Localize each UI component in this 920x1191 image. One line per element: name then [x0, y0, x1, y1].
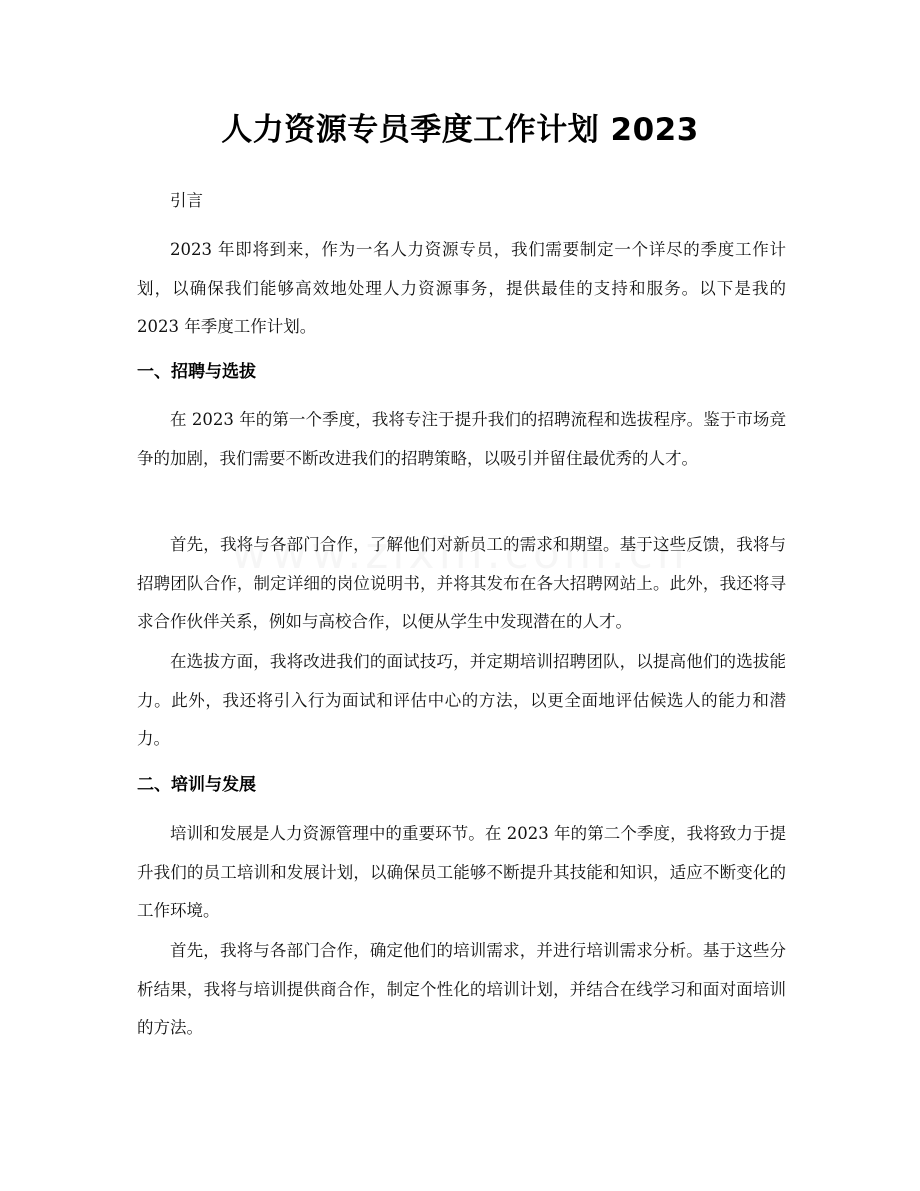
section1-paragraph-1: 在 2023 年的第一个季度，我将专注于提升我们的招聘流程和选拔程序。鉴于市场竞争的加剧，我们需要不断改进我们的招聘策略，以吸引并留住最优秀的人才。 — [137, 410, 786, 468]
intro-paragraph: 2023 年即将到来，作为一名人力资源专员，我们需要制定一个详尽的季度工作计划，以确保我们能够高效地处理人力资源事务，提供最佳的支持和服务。以下是我的 2023 年季度工作计划。 — [137, 240, 786, 336]
document-title: 人力资源专员季度工作计划 2023 — [221, 112, 699, 148]
section1-paragraph-3: 在选拔方面，我将改进我们的面试技巧，并定期培训招聘团队，以提高他们的选拔能力。此外，我还将引入行为面试和评估中心的方法，以更全面地评估候选人的能力和潜力。 — [137, 652, 786, 748]
intro-label: 引言 — [170, 191, 203, 210]
section-heading-training: 二、培训与发展 — [137, 775, 256, 795]
section2-paragraph-2: 首先，我将与各部门合作，确定他们的培训需求，并进行培训需求分析。基于这些分析结果，我将与培训提供商合作，制定个性化的培训计划，并结合在线学习和面对面培训的方法。 — [137, 941, 786, 1037]
section-heading-recruitment: 一、招聘与选拔 — [137, 362, 256, 382]
section1-paragraph-2: 首先，我将与各部门合作，了解他们对新员工的需求和期望。基于这些反馈，我将与招聘团队合作，制定详细的岗位说明书，并将其发布在各大招聘网站上。此外，我还将寻求合作伙伴关系，例如与高校合作，以便从学生中发现潜在的人才。 — [137, 535, 786, 631]
section2-paragraph-1: 培训和发展是人力资源管理中的重要环节。在 2023 年的第二个季度，我将致力于提升我们的员工培训和发展计划，以确保员工能够不断提升其技能和知识，适应不断变化的工作环境。 — [137, 824, 786, 920]
